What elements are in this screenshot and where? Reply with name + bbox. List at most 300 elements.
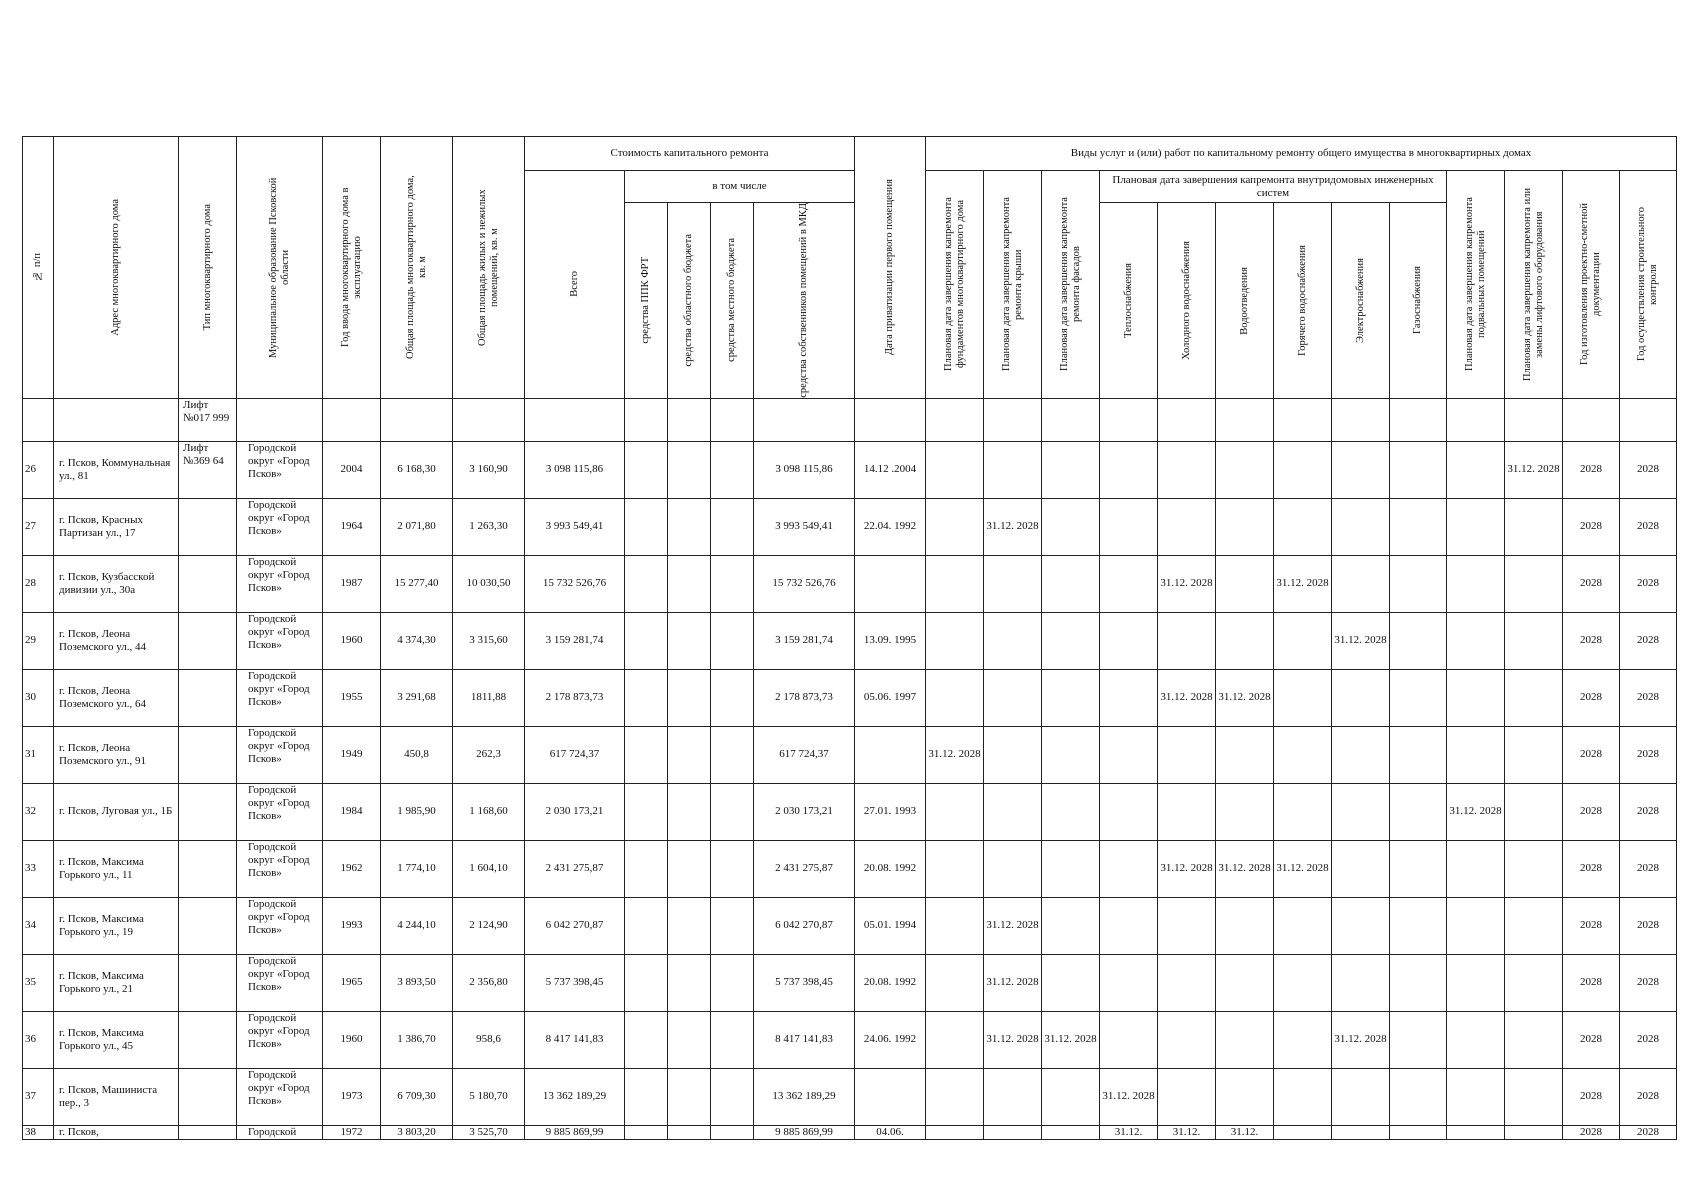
table-row: [23, 441, 1677, 498]
cell-roof: [984, 441, 1042, 498]
cell-cold-water: [1158, 441, 1216, 498]
cell-construction-control: 2028: [1620, 897, 1677, 954]
cell-elevator: [1505, 897, 1563, 954]
cell-electric: [1332, 555, 1390, 612]
cell-privatization: 20.08. 1992: [855, 840, 926, 897]
cell-cost-total: 6 042 270,87: [525, 897, 625, 954]
cell-fund-owners: 2 030 173,21: [754, 783, 855, 840]
cell-gas: [1390, 1125, 1447, 1139]
cell-construction-control: 2028: [1620, 1125, 1677, 1139]
cell-fund-ppk: [625, 1125, 668, 1139]
cell-fund-regional: [668, 726, 711, 783]
cell-area-total: 6 709,30: [381, 1068, 453, 1125]
table-row: [23, 897, 1677, 954]
cell-type: [179, 897, 237, 954]
cell-type: [179, 498, 237, 555]
cell-foundation: [926, 1068, 984, 1125]
cell-sewer: [1216, 954, 1274, 1011]
cell-area-rooms: 958,6: [453, 1011, 525, 1068]
cell-num: 26: [23, 441, 54, 498]
table-row: [23, 726, 1677, 783]
cell-foundation: [926, 669, 984, 726]
cell-cold-water: 31.12. 2028: [1158, 555, 1216, 612]
cell-facade: [1042, 897, 1100, 954]
cell-municipality: Городской округ «Город Псков»: [237, 840, 323, 897]
cell-privatization: 22.04. 1992: [855, 498, 926, 555]
table-row: [23, 612, 1677, 669]
header-group-cost: Стоимость капитального ремонта: [525, 137, 855, 171]
cell-electric: [1332, 441, 1390, 498]
cell-facade: [1042, 498, 1100, 555]
cell-cold-water: 31.12. 2028: [1158, 669, 1216, 726]
header-area-total: Общая площадь многоквартирного дома, кв. м: [381, 137, 453, 399]
header-cost-total: Всего: [525, 171, 625, 399]
header-group-works: Виды услуг и (или) работ по капитальному ремонту общего имущества в многоквартирных домах: [926, 137, 1677, 171]
cell-fund-regional: [668, 897, 711, 954]
cell-sewer: [1216, 1068, 1274, 1125]
cell-fund-regional: [668, 840, 711, 897]
table-body: [23, 398, 1677, 1139]
cell-municipality: Городской округ «Город Псков»: [237, 441, 323, 498]
header-construction-control: Год осуществления строительного контроля: [1620, 171, 1677, 399]
table-row: [23, 840, 1677, 897]
cell-cold-water: [1158, 783, 1216, 840]
cell-sewer: [1216, 498, 1274, 555]
cell-roof: [984, 840, 1042, 897]
header-fund-owners: средства собственников помещений в МКД: [754, 203, 855, 399]
cell-cold-water: 31.12. 2028: [1158, 840, 1216, 897]
cell-heat: [1100, 954, 1158, 1011]
cell-electric: [1332, 1068, 1390, 1125]
cell-electric: [1332, 897, 1390, 954]
cell-num: 38: [23, 1125, 54, 1139]
cell-num: 34: [23, 897, 54, 954]
cell-fund-local: [711, 555, 754, 612]
cell-fund-local: [711, 954, 754, 1011]
cell-cold-water: [1158, 498, 1216, 555]
cell-heat: 31.12.: [1100, 1125, 1158, 1139]
cell-fund-owners: 3 098 115,86: [754, 441, 855, 498]
cell-type: [179, 612, 237, 669]
cell-fund-ppk: [625, 498, 668, 555]
cell-year: 1960: [323, 1011, 381, 1068]
cell-hot-water: [1274, 1125, 1332, 1139]
cell-fund-ppk: [625, 954, 668, 1011]
cell-electric: [1332, 726, 1390, 783]
cell-area-rooms: 1 263,30: [453, 498, 525, 555]
header-design-docs: Год изготовления проектно-сметной документации: [1563, 171, 1620, 399]
header-group-systems: Плановая дата завершения капремонта внутридомовых инженерных систем: [1100, 171, 1447, 203]
cell-construction-control: 2028: [1620, 783, 1677, 840]
header-fund-ppk: средства ППК ФРТ: [625, 203, 668, 399]
cell-heat: [1100, 840, 1158, 897]
cell-fund-owners: 6 042 270,87: [754, 897, 855, 954]
cell-privatization: 24.06. 1992: [855, 1011, 926, 1068]
cell-sewer: [1216, 612, 1274, 669]
cell-elevator: [1505, 1011, 1563, 1068]
cell-design-docs: 2028: [1563, 783, 1620, 840]
cell-facade: [1042, 612, 1100, 669]
cell-address: г. Псков, Машиниста пер., 3: [54, 1068, 179, 1125]
cell-num: 36: [23, 1011, 54, 1068]
cell-num: 33: [23, 840, 54, 897]
cell-year: 1962: [323, 840, 381, 897]
cell-foundation: [926, 441, 984, 498]
cell-fund-ppk: [625, 1011, 668, 1068]
cell-foundation: [926, 555, 984, 612]
cell-construction-control: 2028: [1620, 441, 1677, 498]
cell-sewer: 31.12. 2028: [1216, 669, 1274, 726]
cell-year: 1964: [323, 498, 381, 555]
cell-hot-water: [1274, 1011, 1332, 1068]
cell-heat: [1100, 441, 1158, 498]
cell-hot-water: 31.12. 2028: [1274, 555, 1332, 612]
cell-roof: [984, 1125, 1042, 1139]
cell-facade: [1042, 669, 1100, 726]
cell-year: 1960: [323, 612, 381, 669]
cell-fund-local: [711, 783, 754, 840]
cell-foundation: [926, 1125, 984, 1139]
cell-type: [179, 840, 237, 897]
cell-fund-regional: [668, 612, 711, 669]
cell-elevator: [1505, 783, 1563, 840]
cell-facade: [1042, 441, 1100, 498]
cell-privatization: 14.12 .2004: [855, 441, 926, 498]
cell-cost-total: 3 159 281,74: [525, 612, 625, 669]
cell-basement: [1447, 555, 1505, 612]
cell-address: г. Псков, Леона Поземского ул., 44: [54, 612, 179, 669]
cell-type: [179, 726, 237, 783]
cell-area-total: 3 803,20: [381, 1125, 453, 1139]
cell-area-rooms: 1811,88: [453, 669, 525, 726]
cell-elevator: [1505, 1125, 1563, 1139]
cell-year: 2004: [323, 441, 381, 498]
cell-fund-owners: 3 159 281,74: [754, 612, 855, 669]
cell-basement: [1447, 1125, 1505, 1139]
cell-hot-water: [1274, 897, 1332, 954]
cell-fund-local: [711, 1068, 754, 1125]
cell-foundation: [926, 897, 984, 954]
header-area-rooms: Общая площадь жилых и нежилых помещений, кв. м: [453, 137, 525, 399]
cell-address: г. Псков, Луговая ул., 1Б: [54, 783, 179, 840]
cell-fund-regional: [668, 783, 711, 840]
cell-fund-ppk: [625, 726, 668, 783]
cell-num: 31: [23, 726, 54, 783]
cell-construction-control: 2028: [1620, 954, 1677, 1011]
cell-area-rooms: 2 124,90: [453, 897, 525, 954]
cell-basement: [1447, 498, 1505, 555]
cell-gas: [1390, 840, 1447, 897]
cell-electric: [1332, 669, 1390, 726]
cell-basement: [1447, 726, 1505, 783]
cell-area-rooms: 262,3: [453, 726, 525, 783]
table-row: [23, 1011, 1677, 1068]
cell-foundation: [926, 612, 984, 669]
cell-hot-water: [1274, 441, 1332, 498]
cell-design-docs: 2028: [1563, 1125, 1620, 1139]
cell-design-docs: 2028: [1563, 840, 1620, 897]
cell-fund-owners: 13 362 189,29: [754, 1068, 855, 1125]
header-privatization: Дата приватизации первого помещения: [855, 137, 926, 399]
cell-elevator: [1505, 555, 1563, 612]
cell-sewer: 31.12.: [1216, 1125, 1274, 1139]
cell-design-docs: 2028: [1563, 498, 1620, 555]
cell-construction-control: 2028: [1620, 1011, 1677, 1068]
cell-num: 35: [23, 954, 54, 1011]
cell-municipality: Городской: [237, 1125, 323, 1139]
cell-cold-water: 31.12.: [1158, 1125, 1216, 1139]
cell-fund-owners: 9 885 869,99: [754, 1125, 855, 1139]
cell-design-docs: 2028: [1563, 897, 1620, 954]
cell-electric: [1332, 840, 1390, 897]
cell-area-rooms: 1 168,60: [453, 783, 525, 840]
cell-type: [179, 954, 237, 1011]
cell-privatization: [855, 1068, 926, 1125]
cell-construction-control: 2028: [1620, 612, 1677, 669]
cell-heat: [1100, 726, 1158, 783]
cell-foundation: [926, 783, 984, 840]
header-hot-water: Горячего водоснабжения: [1274, 203, 1332, 399]
cell-electric: [1332, 954, 1390, 1011]
cell-type: [179, 1011, 237, 1068]
cell-fund-owners: 2 178 873,73: [754, 669, 855, 726]
cell-num: 32: [23, 783, 54, 840]
cell-cost-total: 3 098 115,86: [525, 441, 625, 498]
cell-fund-owners: 8 417 141,83: [754, 1011, 855, 1068]
cell-privatization: 05.01. 1994: [855, 897, 926, 954]
cell-address: г. Псков, Кузбасской дивизии ул., 30а: [54, 555, 179, 612]
cell-year: 1949: [323, 726, 381, 783]
cell-fund-owners: 2 431 275,87: [754, 840, 855, 897]
cell-foundation: [926, 954, 984, 1011]
header-electric: Электроснабжения: [1332, 203, 1390, 399]
cell-num: 37: [23, 1068, 54, 1125]
cell-construction-control: 2028: [1620, 669, 1677, 726]
cell-type: Лифт №369 64: [179, 441, 237, 498]
cell-area-total: 1 985,90: [381, 783, 453, 840]
cell-hot-water: [1274, 1068, 1332, 1125]
cell-cost-total: 2 431 275,87: [525, 840, 625, 897]
cell-construction-control: 2028: [1620, 498, 1677, 555]
cell-basement: [1447, 612, 1505, 669]
cell-year: 1984: [323, 783, 381, 840]
cell-construction-control: 2028: [1620, 840, 1677, 897]
cell-heat: [1100, 897, 1158, 954]
cell-fund-local: [711, 840, 754, 897]
cell-cost-total: 617 724,37: [525, 726, 625, 783]
cell-fund-owners: 617 724,37: [754, 726, 855, 783]
cell-hot-water: [1274, 726, 1332, 783]
cell-year: 1965: [323, 954, 381, 1011]
header-num: № п/п: [23, 137, 54, 399]
cell-facade: [1042, 783, 1100, 840]
cell-fund-ppk: [625, 441, 668, 498]
cell-sewer: 31.12. 2028: [1216, 840, 1274, 897]
cell-area-rooms: 3 160,90: [453, 441, 525, 498]
cell-foundation: [926, 1011, 984, 1068]
cell-facade: [1042, 555, 1100, 612]
cell-area-rooms: 3 315,60: [453, 612, 525, 669]
cell-basement: [1447, 669, 1505, 726]
cell-year: 1987: [323, 555, 381, 612]
cell-cost-total: 2 030 173,21: [525, 783, 625, 840]
cell-cold-water: [1158, 1011, 1216, 1068]
header-group-including: в том числе: [625, 171, 855, 203]
cell-basement: [1447, 954, 1505, 1011]
cell-basement: [1447, 840, 1505, 897]
table-row-carryover: [23, 398, 1677, 441]
cell-municipality: Городской округ «Город Псков»: [237, 954, 323, 1011]
cell-fund-regional: [668, 1125, 711, 1139]
cell-address: г. Псков, Леона Поземского ул., 91: [54, 726, 179, 783]
table-row: [23, 555, 1677, 612]
cell-electric: [1332, 498, 1390, 555]
cell-area-total: 3 893,50: [381, 954, 453, 1011]
cell-elevator: [1505, 669, 1563, 726]
cell-area-total: 3 291,68: [381, 669, 453, 726]
cell-area-total: 15 277,40: [381, 555, 453, 612]
cell-roof: [984, 612, 1042, 669]
cell-facade: 31.12. 2028: [1042, 1011, 1100, 1068]
cell-cost-total: 3 993 549,41: [525, 498, 625, 555]
cell-gas: [1390, 612, 1447, 669]
cell-design-docs: 2028: [1563, 954, 1620, 1011]
table-row: [23, 783, 1677, 840]
cell-electric: 31.12. 2028: [1332, 1011, 1390, 1068]
cell-electric: 31.12. 2028: [1332, 612, 1390, 669]
cell-basement: [1447, 441, 1505, 498]
cell-area-rooms: 1 604,10: [453, 840, 525, 897]
cell-area-rooms: 10 030,50: [453, 555, 525, 612]
cell-heat: [1100, 555, 1158, 612]
cell-address: г. Псков, Максима Горького ул., 11: [54, 840, 179, 897]
header-heat: Теплоснабжения: [1100, 203, 1158, 399]
header-type: Тип многоквартирного дома: [179, 137, 237, 399]
cell-fund-ppk: [625, 783, 668, 840]
cell-type: [179, 669, 237, 726]
cell-roof: 31.12. 2028: [984, 954, 1042, 1011]
cell-design-docs: 2028: [1563, 555, 1620, 612]
cell-basement: [1447, 897, 1505, 954]
cell-privatization: 05.06. 1997: [855, 669, 926, 726]
cell-facade: [1042, 1068, 1100, 1125]
cell-design-docs: 2028: [1563, 1068, 1620, 1125]
cell-fund-local: [711, 498, 754, 555]
cell-heat: [1100, 783, 1158, 840]
header-fund-regional: средства областного бюджета: [668, 203, 711, 399]
cell-cost-total: 5 737 398,45: [525, 954, 625, 1011]
cell-design-docs: 2028: [1563, 612, 1620, 669]
header-elevator: Плановая дата завершения капремонта или замены лифтового оборудования: [1505, 171, 1563, 399]
cell-foundation: [926, 498, 984, 555]
cell-fund-local: [711, 897, 754, 954]
cell-fund-regional: [668, 954, 711, 1011]
cell-cost-total: 9 885 869,99: [525, 1125, 625, 1139]
cell-heat: 31.12. 2028: [1100, 1068, 1158, 1125]
cell-fund-regional: [668, 669, 711, 726]
header-sewer: Водоотведения: [1216, 203, 1274, 399]
cell-privatization: 13.09. 1995: [855, 612, 926, 669]
header-roof: Плановая дата завершения капремонта ремонта крыши: [984, 171, 1042, 399]
cell-fund-local: [711, 441, 754, 498]
cell-privatization: 27.01. 1993: [855, 783, 926, 840]
header-gas: Газоснабжения: [1390, 203, 1447, 399]
cell-roof: [984, 555, 1042, 612]
cell-area-total: 1 774,10: [381, 840, 453, 897]
cell-cost-total: 13 362 189,29: [525, 1068, 625, 1125]
cell-design-docs: 2028: [1563, 726, 1620, 783]
cell-basement: 31.12. 2028: [1447, 783, 1505, 840]
cell-gas: [1390, 897, 1447, 954]
cell-hot-water: [1274, 954, 1332, 1011]
cell-roof: 31.12. 2028: [984, 498, 1042, 555]
cell-fund-ppk: [625, 840, 668, 897]
cell-cost-total: 2 178 873,73: [525, 669, 625, 726]
cell-electric: [1332, 783, 1390, 840]
cell-hot-water: [1274, 669, 1332, 726]
cell-fund-regional: [668, 555, 711, 612]
cell-sewer: [1216, 1011, 1274, 1068]
cell-elevator: [1505, 726, 1563, 783]
cell-municipality: Городской округ «Город Псков»: [237, 555, 323, 612]
cell-municipality: Городской округ «Город Псков»: [237, 498, 323, 555]
header-cold-water: Холодного водоснабжения: [1158, 203, 1216, 399]
cell-elevator: [1505, 954, 1563, 1011]
cell-municipality: Городской округ «Город Псков»: [237, 669, 323, 726]
cell-cost-total: 15 732 526,76: [525, 555, 625, 612]
cell-fund-local: [711, 1125, 754, 1139]
cell-hot-water: [1274, 498, 1332, 555]
cell-num: 27: [23, 498, 54, 555]
cell-area-total: 6 168,30: [381, 441, 453, 498]
cell-fund-ppk: [625, 669, 668, 726]
cell-fund-owners: 15 732 526,76: [754, 555, 855, 612]
table-row: [23, 954, 1677, 1011]
header-municipality: Муниципальное образование Псковской области: [237, 137, 323, 399]
cell-fund-ppk: [625, 1068, 668, 1125]
cell-facade: [1042, 726, 1100, 783]
cell-municipality: Городской округ «Город Псков»: [237, 1011, 323, 1068]
cell-foundation: 31.12. 2028: [926, 726, 984, 783]
cell-num: 28: [23, 555, 54, 612]
cell-roof: 31.12. 2028: [984, 897, 1042, 954]
cell-area-total: 4 374,30: [381, 612, 453, 669]
cell-fund-owners: 3 993 549,41: [754, 498, 855, 555]
cell-year: 1972: [323, 1125, 381, 1139]
table-row: [23, 1068, 1677, 1125]
cell-fund-ppk: [625, 555, 668, 612]
capital-repair-table: [22, 136, 1677, 1140]
cell-roof: [984, 726, 1042, 783]
header-foundation: Плановая дата завершения капремонта фундаментов многоквартирного дома: [926, 171, 984, 399]
cell-privatization: 04.06.: [855, 1125, 926, 1139]
cell-gas: [1390, 669, 1447, 726]
cell-fund-regional: [668, 1068, 711, 1125]
cell-type: [179, 555, 237, 612]
cell-elevator: [1505, 840, 1563, 897]
cell-gas: [1390, 1068, 1447, 1125]
cell-fund-local: [711, 726, 754, 783]
cell-roof: 31.12. 2028: [984, 1011, 1042, 1068]
cell-facade: [1042, 840, 1100, 897]
cell-fund-ppk: [625, 897, 668, 954]
table-row: [23, 498, 1677, 555]
cell-privatization: [855, 555, 926, 612]
carryover-type: Лифт №017 999: [179, 398, 237, 441]
cell-area-rooms: 2 356,80: [453, 954, 525, 1011]
cell-gas: [1390, 441, 1447, 498]
cell-municipality: Городской округ «Город Псков»: [237, 783, 323, 840]
